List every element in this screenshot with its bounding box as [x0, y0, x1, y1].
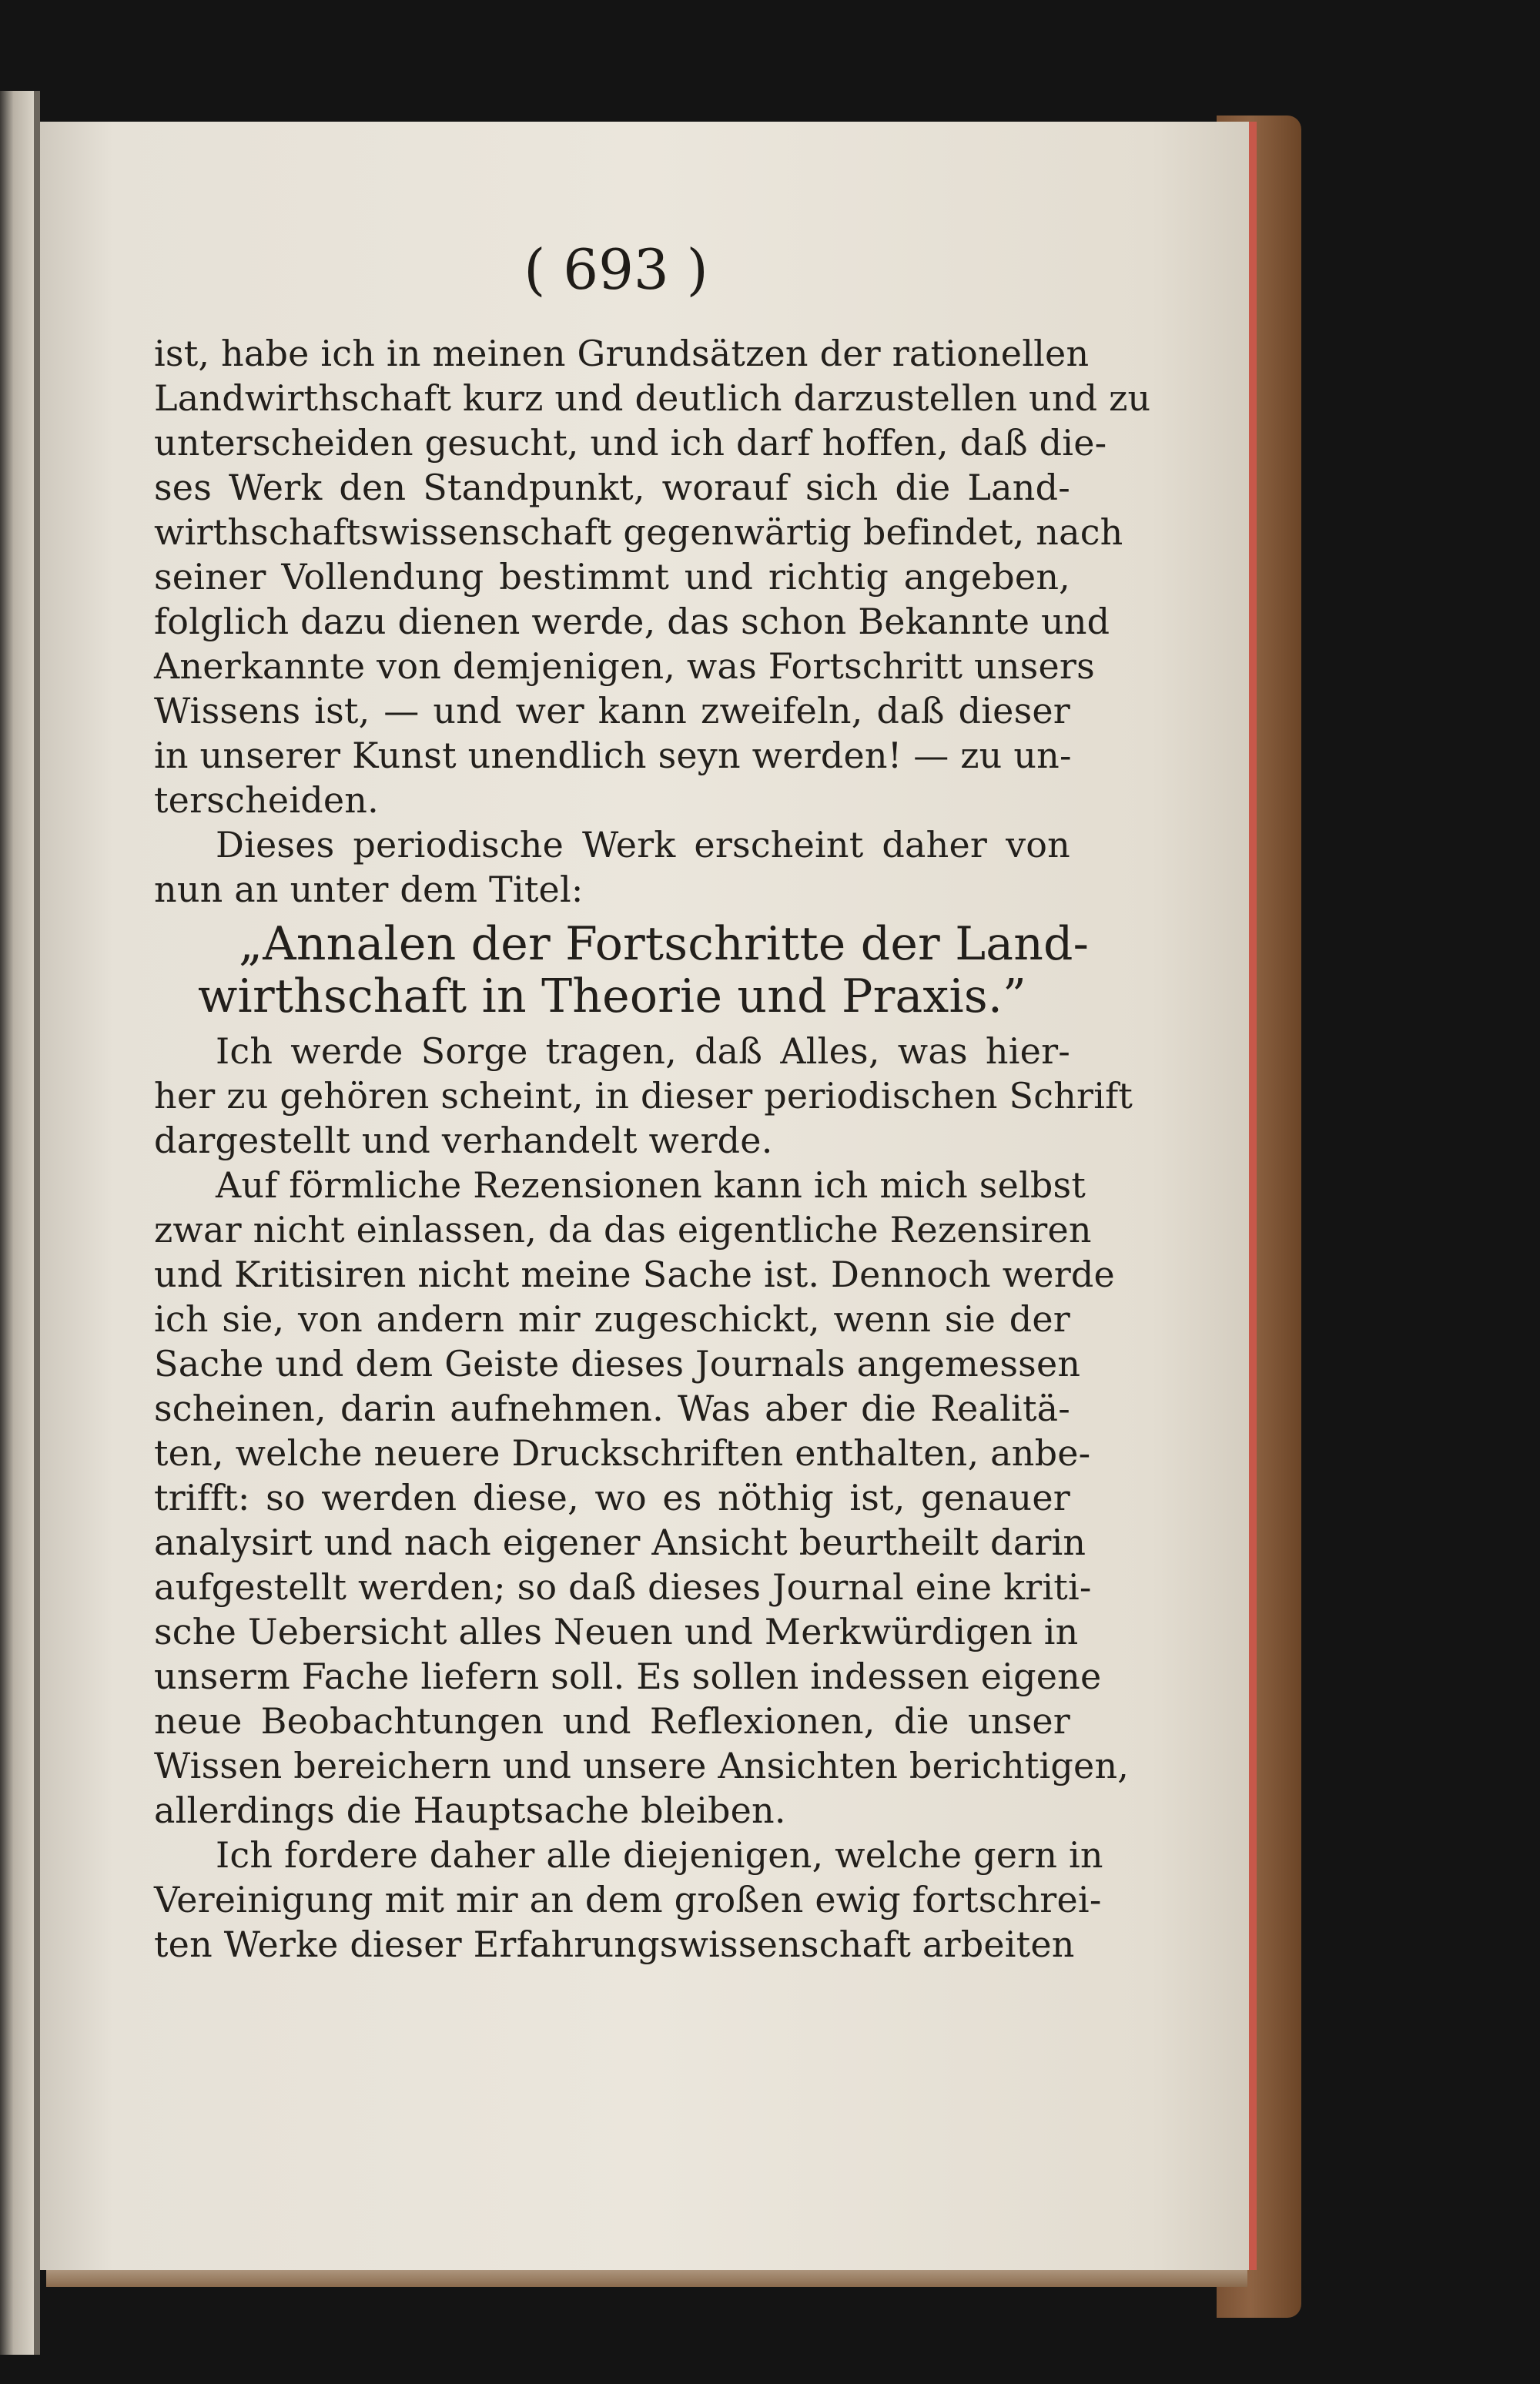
text-line: folglich dazu dienen werde, das schon Bekannte und: [154, 601, 1110, 642]
text-line: nun an unter dem Titel:: [154, 869, 584, 910]
body-text: [154, 331, 1151, 1967]
text-line: Landwirthschaft kurz und deutlich darzustellen und zu: [154, 377, 1151, 419]
book-gutter: [34, 91, 40, 2355]
text-line: Dieses periodische Werk erscheint daher von: [216, 824, 1070, 866]
text-line: analysirt und nach eigener Ansicht beurtheilt darin: [154, 1522, 1086, 1563]
text-line: unterscheiden gesucht, und ich darf hoffen, daß die-: [154, 422, 1107, 464]
text-line: ich sie, von andern mir zugeschickt, wenn sie der: [154, 1298, 1070, 1340]
text-line: und Kritisiren nicht meine Sache ist. Dennoch werde: [154, 1254, 1115, 1295]
text-line: Vereinigung mit mir an dem großen ewig fortschrei-: [154, 1879, 1102, 1920]
text-line: her zu gehören scheint, in dieser periodischen Schrift: [154, 1075, 1133, 1117]
text-line: terscheiden.: [154, 779, 379, 821]
text-line: ten, welche neuere Druckschriften enthalten, anbe-: [154, 1432, 1091, 1474]
text-line: scheinen, darin aufnehmen. Was aber die Realitä-: [154, 1388, 1070, 1429]
facing-page-edge: [0, 91, 34, 2355]
text-line: Ich fordere daher alle diejenigen, welche gern in: [216, 1834, 1103, 1876]
text-line: trifft: so werden diese, wo es nöthig ist, genauer: [154, 1477, 1070, 1518]
text-line: Wissen bereichern und unsere Ansichten berichtigen,: [154, 1745, 1130, 1786]
text-line: Anerkannte von demjenigen, was Fortschritt unsers: [154, 645, 1095, 687]
text-line: Auf förmliche Rezensionen kann ich mich selbst: [216, 1164, 1086, 1206]
text-line: aufgestellt werden; so daß dieses Journal eine kriti-: [154, 1566, 1092, 1608]
text-line: ten Werke dieser Erfahrungswissenschaft arbeiten: [154, 1924, 1075, 1965]
text-line: ist, habe ich in meinen Grundsätzen der rationellen: [154, 333, 1090, 374]
text-line: dargestellt und verhandelt werde.: [154, 1120, 773, 1161]
text-line: zwar nicht einlassen, da das eigentliche Rezensiren: [154, 1209, 1092, 1251]
text-line: allerdings die Hauptsache bleiben.: [154, 1790, 786, 1831]
text-line: seiner Vollendung bestimmt und richtig angeben,: [154, 556, 1070, 598]
text-line: ses Werk den Standpunkt, worauf sich die Land-: [154, 467, 1070, 508]
page-number: ( 693 ): [524, 237, 708, 302]
text-line: unserm Fache liefern soll. Es sollen indessen eigene: [154, 1656, 1102, 1697]
text-line: neue Beobachtungen und Reflexionen, die unser: [154, 1700, 1070, 1742]
text-line: Ich werde Sorge tragen, daß Alles, was hier-: [216, 1030, 1070, 1072]
journal-title-line: wirthschaft in Theorie und Praxis.”: [198, 969, 1026, 1023]
text-line: Sache und dem Geiste dieses Journals angemessen: [154, 1343, 1081, 1385]
journal-title-line: „Annalen der Fortschritte der Land-: [239, 917, 1090, 971]
text-line: wirthschaftswissenschaft gegenwärtig befindet, nach: [154, 511, 1123, 553]
text-line: sche Uebersicht alles Neuen und Merkwürdigen in: [154, 1611, 1079, 1652]
text-line: in unserer Kunst unendlich seyn werden! — zu un-: [154, 735, 1072, 776]
text-line: Wissens ist, — und wer kann zweifeln, daß dieser: [154, 690, 1070, 732]
